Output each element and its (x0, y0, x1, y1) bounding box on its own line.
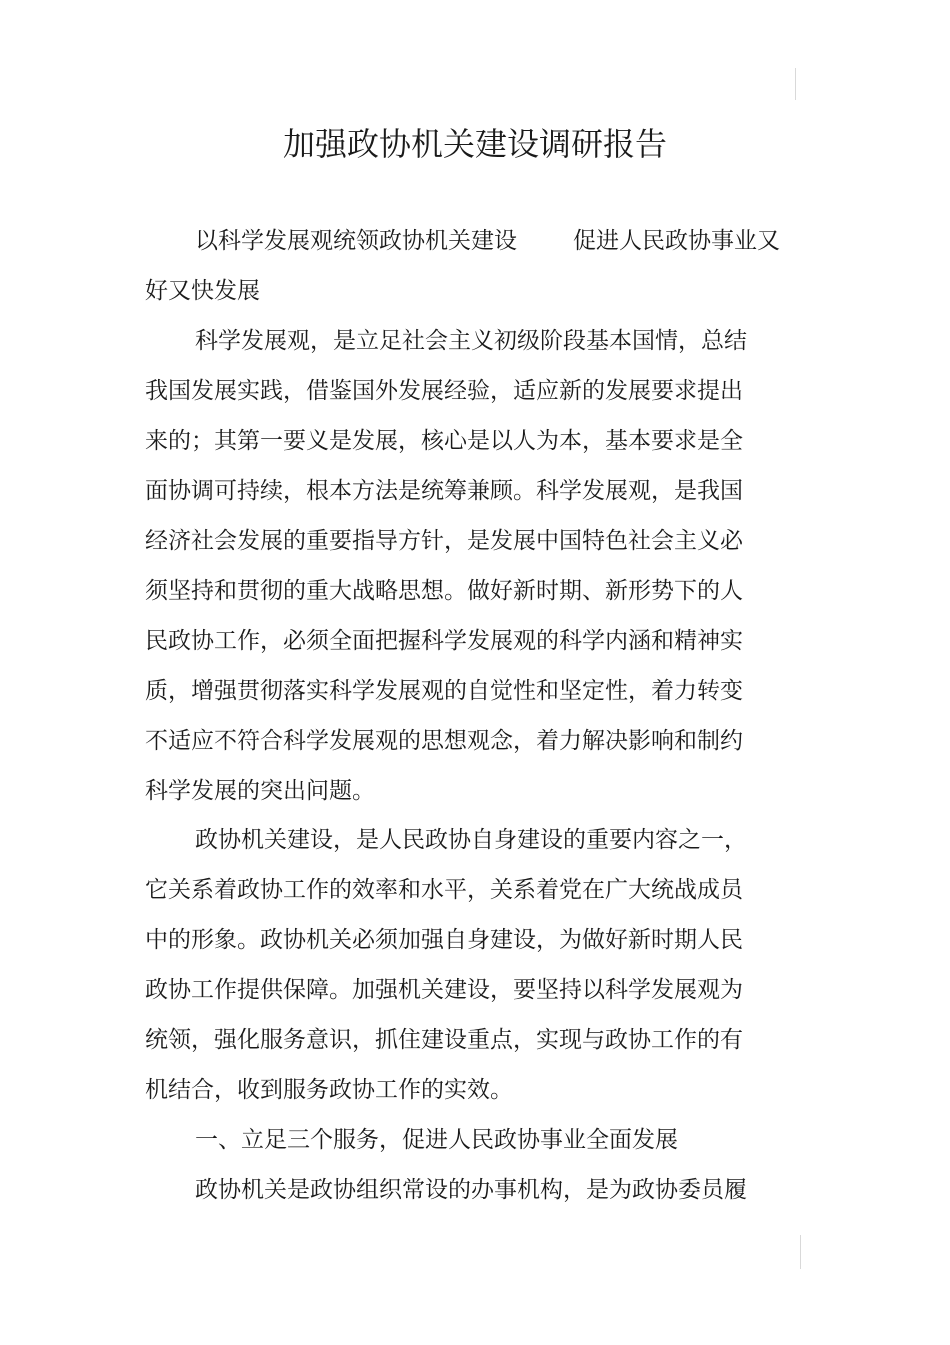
paragraph-line: 中的形象。政协机关必须加强自身建设，为做好新时期人民 (145, 927, 743, 953)
paragraph-line: 质，增强贯彻落实科学发展观的自觉性和坚定性，着力转变 (145, 678, 743, 704)
section-heading-1 (145, 1115, 785, 1165)
subtitle-part-1: 以科学发展观统领政协机关建设 (195, 228, 517, 254)
page-corner-mark (800, 1235, 801, 1269)
paragraph-line: 政协机关建设，是人民政协自身建设的重要内容之一， (195, 827, 747, 853)
document-subtitle (145, 216, 785, 316)
paragraph-line: 面协调可持续，根本方法是统筹兼顾。科学发展观，是我国 (145, 478, 743, 504)
section-heading-text: 一、立足三个服务，促进人民政协事业全面发展 (195, 1127, 678, 1153)
paragraph-line: 民政协工作，必须全面把握科学发展观的科学内涵和精神实 (145, 628, 743, 654)
subtitle-part-2: 促进人民政协事业又 (573, 228, 780, 254)
paragraph-line: 不适应不符合科学发展观的思想观念，着力解决影响和制约 (145, 728, 743, 754)
paragraph-line: 来的；其第一要义是发展，核心是以人为本，基本要求是全 (145, 428, 743, 454)
paragraph-1 (145, 316, 785, 816)
paragraph-line: 政协工作提供保障。加强机关建设，要坚持以科学发展观为 (145, 977, 743, 1003)
page-corner-mark (795, 68, 796, 100)
paragraph-line: 它关系着政协工作的效率和水平，关系着党在广大统战成员 (145, 877, 743, 903)
paragraph-line: 科学发展的突出问题。 (145, 778, 375, 804)
paragraph-line: 机结合，收到服务政协工作的实效。 (145, 1077, 513, 1103)
document-title: 加强政协机关建设调研报告 (282, 125, 667, 163)
subtitle-line-2: 好又快发展 (145, 278, 260, 304)
paragraph-line: 须坚持和贯彻的重大战略思想。做好新时期、新形势下的人 (145, 578, 743, 604)
paragraph-line: 科学发展观，是立足社会主义初级阶段基本国情，总结 (195, 328, 747, 354)
paragraph-line: 经济社会发展的重要指导方针，是发展中国特色社会主义必 (145, 528, 743, 554)
paragraph-3 (145, 1165, 785, 1215)
paragraph-line: 我国发展实践，借鉴国外发展经验，适应新的发展要求提出 (145, 378, 743, 404)
paragraph-line: 统领，强化服务意识，抓住建设重点，实现与政协工作的有 (145, 1027, 743, 1053)
paragraph-2 (145, 815, 785, 1115)
paragraph-line: 政协机关是政协组织常设的办事机构，是为政协委员履 (195, 1177, 747, 1203)
